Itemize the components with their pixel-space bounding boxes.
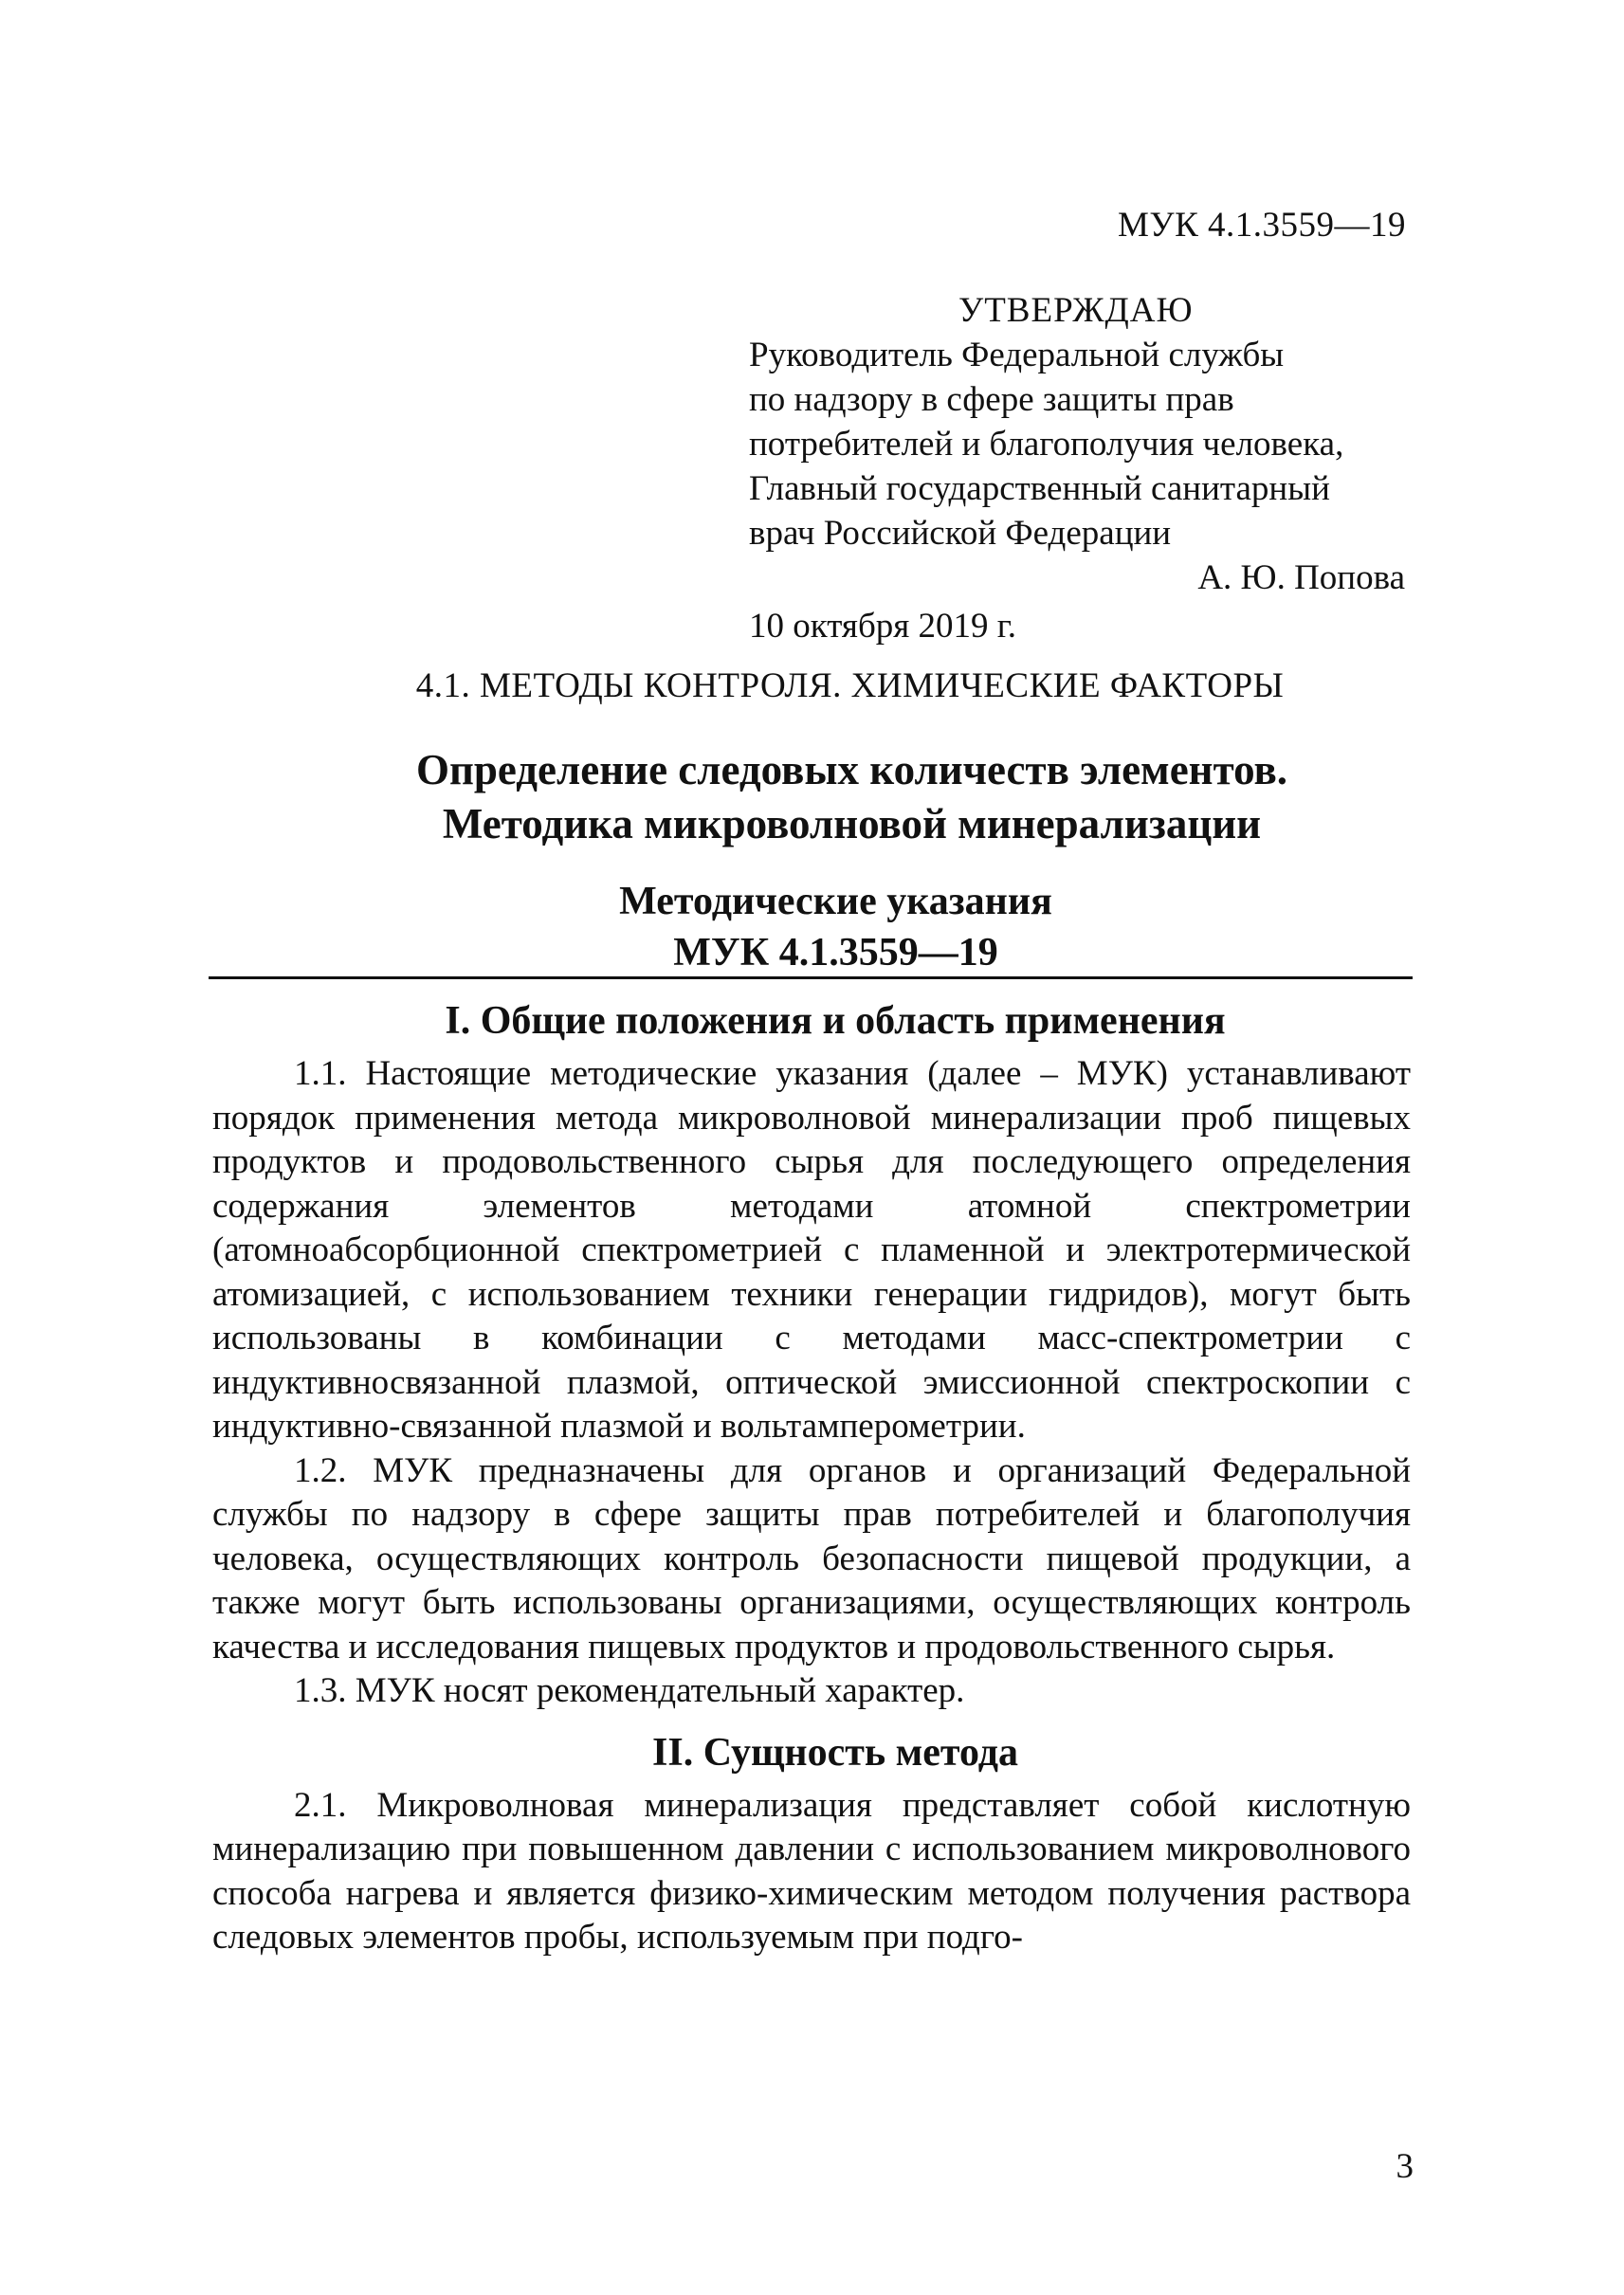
approval-line: по надзору в сфере защиты прав xyxy=(749,380,1234,419)
approval-block xyxy=(749,288,1413,648)
approval-heading: УТВЕРЖДАЮ xyxy=(958,291,1194,330)
paragraph: 1.2. МУК предназначены для органов и организаций Федеральной службы по надзору в сфере защиты прав потребителей и благополучия человека, осуществляющих контроль безопасности пищевой продукции, а также могут быть использованы организациями, осуществляющих контроль качества и исследования пищевых продуктов и продовольственного сырья. xyxy=(212,1450,1411,1667)
approval-line: потребителей и благополучия человека, xyxy=(749,425,1344,464)
approval-line: Руководитель Федеральной службы xyxy=(749,336,1285,374)
chapter-heading: II. Сущность метода xyxy=(652,1730,1018,1775)
paragraph: 1.3. МУК носят рекомендательный характер. xyxy=(294,1671,965,1710)
approval-date: 10 октября 2019 г. xyxy=(749,607,1017,646)
document-type: Методические указания xyxy=(619,880,1052,923)
document-code-header: МУК 4.1.3559—19 xyxy=(1117,206,1406,245)
horizontal-divider xyxy=(209,976,1413,979)
document-title-line: Определение следовых количеств элементов. xyxy=(415,746,1288,793)
chapter-heading: I. Общие положения и область применения xyxy=(445,999,1226,1043)
approval-line: врач Российской Федерации xyxy=(749,514,1172,553)
approval-line: Главный государственный санитарный xyxy=(749,469,1330,508)
document-title-line: Методика микроволновой минерализации xyxy=(442,800,1262,847)
approval-signer: А. Ю. Попова xyxy=(1197,558,1405,597)
paragraph: 2.1. Микроволновая минерализация представляет собой кислотную минерализацию при повышенном давлении с использованием микроволнового способа нагрева и является физико-химическим методом получения раствора следовых элементов пробы, используемым при подго- xyxy=(212,1785,1411,1957)
document-body xyxy=(212,993,1411,1960)
document-number: МУК 4.1.3559—19 xyxy=(673,931,998,974)
section-heading: 4.1. МЕТОДЫ КОНТРОЛЯ. ХИМИЧЕСКИЕ ФАКТОРЫ xyxy=(415,666,1285,705)
document-subtitle xyxy=(0,876,1624,978)
page-number: 3 xyxy=(1396,2147,1414,2186)
document-title xyxy=(0,743,1624,851)
paragraph: 1.1. Настоящие методические указания (далее – МУК) устанавливают порядок применения метода микроволновой минерализации проб пищевых продуктов и продовольственного сырья для последующего определения содержания элементов методами атомной спектрометрии (атомноабсорбционной спектрометрией с пламенной и электротермической атомизацией, с использованием техники генерации гидридов), могут быть использованы в комбинации с методами масс-спектрометрии с индуктивносвязанной плазмой, оптической эмиссионной спектроскопии с индуктивно-связанной плазмой и вольтамперометрии. xyxy=(212,1054,1411,1446)
